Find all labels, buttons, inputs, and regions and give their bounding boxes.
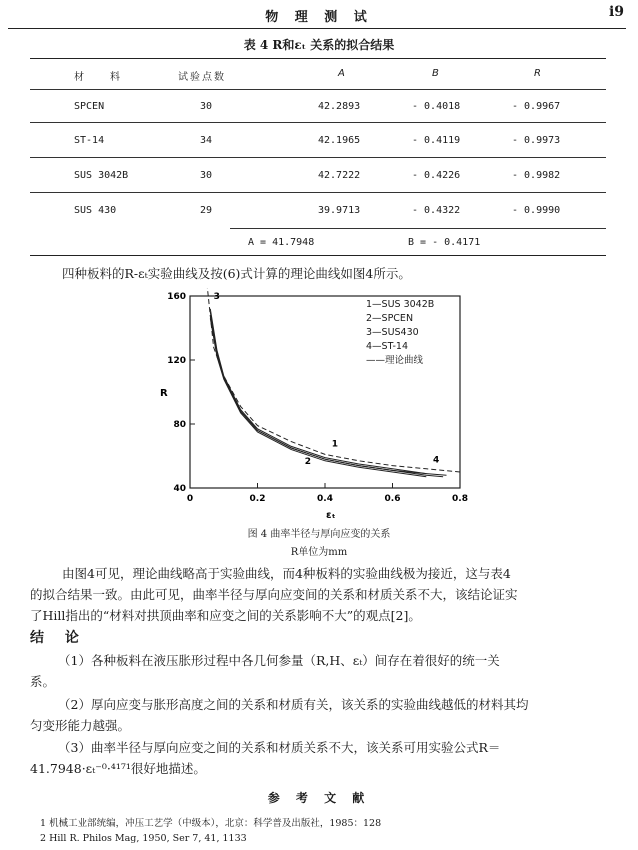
table-row-rule xyxy=(30,192,606,193)
curve-label: 3 xyxy=(213,292,220,303)
x-tick-label: 0 xyxy=(186,494,194,504)
x-axis-label: εₜ xyxy=(326,510,336,520)
reference-item: 1 机械工业部统编，冲压工艺学（中级本），北京：科学普及出版社，1985：128 xyxy=(40,818,382,829)
conclusion-item-2: （2）厚向应变与胀形高度之间的关系和材质有关，该关系的实验曲线越低的材料其均 xyxy=(58,697,529,712)
y-tick-label: 120 xyxy=(167,356,186,366)
x-tick-label: 0.6 xyxy=(384,494,401,504)
table-top-rule xyxy=(30,58,606,59)
y-tick-label: 80 xyxy=(173,420,186,430)
table-cell: - 0.9982 xyxy=(512,170,561,181)
conclusion-item-1: （1）各种板料在液压胀形过程中各几何参量（R,H、εₜ）间存在着很好的统一关 xyxy=(58,653,500,668)
paragraph-line: 了Hill指出的“材料对拱顶曲率和应变之间的关系影响不大”的观点[2]。 xyxy=(30,608,421,623)
x-tick-label: 0.8 xyxy=(452,494,468,504)
table-title: 表 4 R和εₜ 关系的拟合结果 xyxy=(243,38,395,52)
y-tick-label: 160 xyxy=(167,292,186,302)
table-cell: - 0.4226 xyxy=(412,170,461,181)
table-cell: SUS 430 xyxy=(74,205,117,216)
table-cell: 42.2893 xyxy=(318,101,361,112)
references-heading: 参 考 文 献 xyxy=(267,791,371,805)
col-header-material: 材 料 xyxy=(74,72,128,83)
table-cell: 42.7222 xyxy=(318,170,361,181)
legend-item: 2—SPCEN xyxy=(366,313,414,324)
table-row-rule xyxy=(30,122,606,123)
legend-item: 1—SUS 3042B xyxy=(366,299,435,310)
table-cell: - 0.4119 xyxy=(412,135,461,146)
table-cell: 42.1965 xyxy=(318,135,361,146)
reference-item: 2 Hill R. Philos Mag, 1950, Ser 7, 41, 1133 xyxy=(40,833,247,844)
col-header-B: B xyxy=(432,68,439,79)
table-mean-B: B = - 0.4171 xyxy=(408,237,481,248)
running-header: 物 理 测 试 xyxy=(265,10,373,25)
curve-label: 1 xyxy=(331,439,339,450)
col-header-count: 试验点数 xyxy=(178,72,226,83)
table-cell: SPCEN xyxy=(74,101,105,112)
table-mean-A: A = 41.7948 xyxy=(248,237,315,248)
header-divider xyxy=(8,28,626,29)
table-cell: - 0.9973 xyxy=(512,135,561,146)
table-bottom-rule xyxy=(30,255,606,256)
table-cell: 34 xyxy=(200,135,213,146)
x-tick-label: 0.4 xyxy=(317,494,333,504)
table-cell: - 0.9967 xyxy=(512,101,561,112)
conclusion-item-3-cont: 41.7948·εₜ⁻⁰·⁴¹⁷¹很好地描述。 xyxy=(30,761,206,776)
figure-caption: 图 4 曲率半径与厚向应变的关系 xyxy=(247,529,391,540)
table-cell: 30 xyxy=(200,170,213,181)
chart-legend xyxy=(366,298,434,368)
legend-item: 3—SUS430 xyxy=(366,327,419,338)
table-mean-rule xyxy=(230,228,606,229)
conclusion-item-1-cont: 系。 xyxy=(30,674,56,689)
curve-label: 4 xyxy=(433,455,440,466)
table-cell: 39.9713 xyxy=(318,205,361,216)
x-tick-label: 0.2 xyxy=(249,494,266,504)
col-header-R: R xyxy=(534,68,541,79)
y-tick-label: 40 xyxy=(173,484,186,494)
col-header-A: A xyxy=(338,68,345,79)
conclusion-heading: 结 论 xyxy=(30,630,87,646)
intro-paragraph: 四种板料的R-εₜ实验曲线及按(6)式计算的理论曲线如图4所示。 xyxy=(62,266,411,281)
conclusion-item-2-cont: 匀变形能力越强。 xyxy=(30,718,131,733)
conclusion-item-3: （3）曲率半径与厚向应变之间的关系和材质关系不大，该关系可用实验公式R＝ xyxy=(58,740,501,755)
table-cell: SUS 3042B xyxy=(74,170,129,181)
legend-item: ——理论曲线 xyxy=(366,355,424,366)
table-cell: - 0.4322 xyxy=(412,205,461,216)
curve-label: 2 xyxy=(304,457,312,467)
table-cell: 29 xyxy=(200,205,213,216)
table-row-rule xyxy=(30,157,606,158)
paragraph-line: 由图4可见，理论曲线略高于实验曲线，而4种板料的实验曲线极为接近，这与表4 xyxy=(62,566,511,581)
legend-item: 4—ST-14 xyxy=(366,341,409,352)
figure-subcaption: R单位为mm xyxy=(290,547,348,558)
table-cell: - 0.9990 xyxy=(512,205,561,216)
table-cell: ST-14 xyxy=(74,135,105,146)
table-cell: - 0.4018 xyxy=(412,101,461,112)
page-number: i9 xyxy=(608,4,624,20)
table-cell: 30 xyxy=(200,101,213,112)
y-axis-label: R xyxy=(160,388,168,399)
paragraph-line: 的拟合结果一致。由此可见，曲率半径与厚向应变间的关系和材质关系不大，该结论证实 xyxy=(30,587,518,602)
table-header-rule xyxy=(30,89,606,90)
